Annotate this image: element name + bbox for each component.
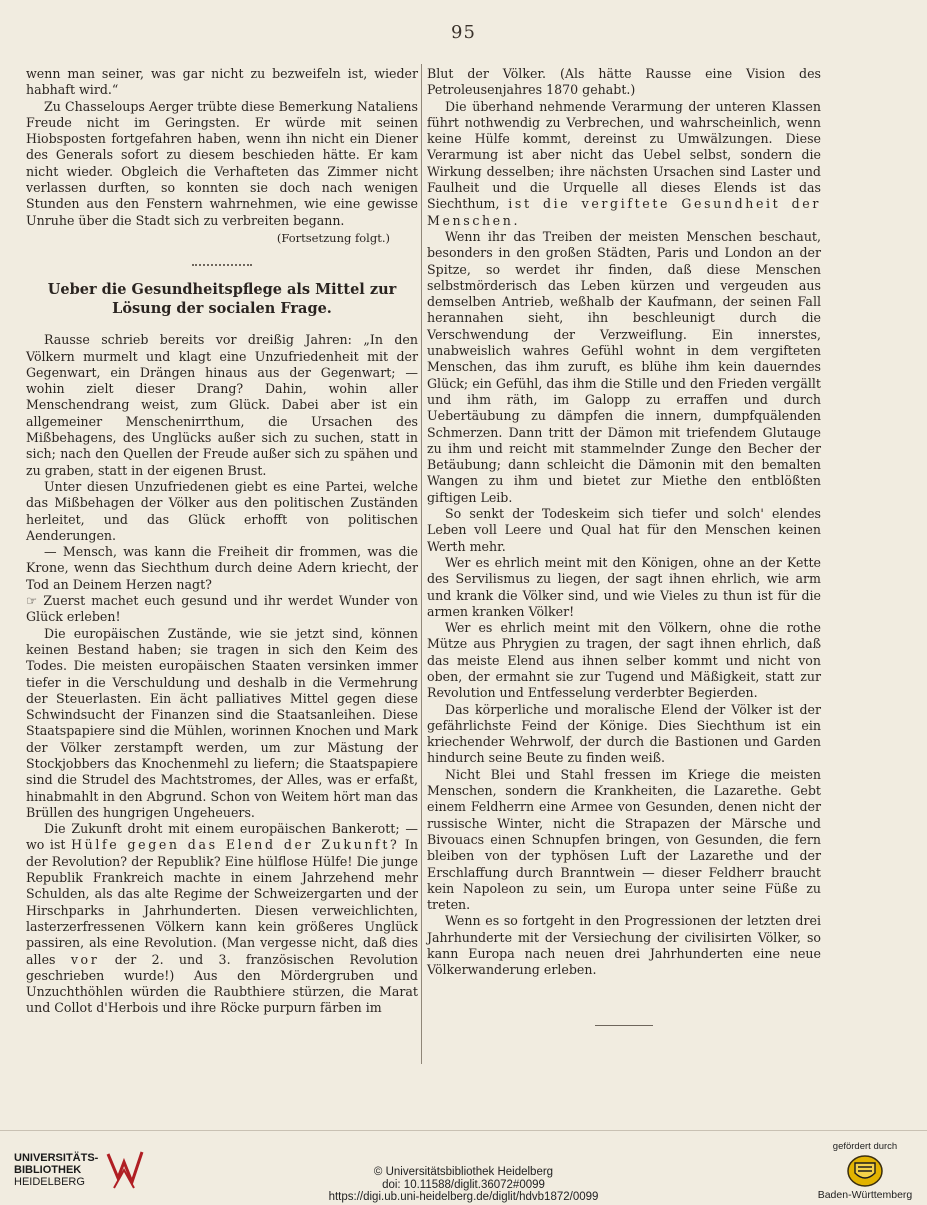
- paragraph: Blut der Völker. (Als hätte Rausse eine Vision des Petroleusenjahres 1870 gehabt.): [427, 66, 821, 98]
- paragraph: Die europäischen Zustände, wie sie jetzt sind, können keinen Bestand haben; sie tragen in sich den Keim des Todes. Die meisten europäischen Staaten versinken immer tiefer in die Verschuldung und deshalb in die Vermehrung der Steuerlasten. Ein ächt palliatives Mittel gegen diese Schwindsucht der Finanzen sind die Staatsanleihen. Diese Staatspapiere sind die Mühlen, worinnen Knochen und Mark der Völker zerstampft werden, um zur Mästung der Stockjobbers das Knochenmehl zu liefern; die Staatspapiere sind die Strudel des Machtstromes, der Alles, was er erfaßt, hinabmahlt in den Abgrund. Schon von Weitem hört man das Brüllen des hungrigen Ungeheuers.: [26, 625, 418, 820]
- paragraph: Rausse schrieb bereits vor dreißig Jahren: „In den Völkern murmelt und klagt eine Unzufriedenheit mit der Gegenwart, ein Drängen hinaus aus der Gegenwart; — wohin zielt dieser Drang? Dahin, wohin aller Menschendrang weist, zum Glück. Dabei aber ist ein allgemeiner Menschenirrthum, die Ursachen des Mißbehagens, des Unglücks außer sich zu suchen, statt in sich; nach den Quellen der Freude außer sich zu spähen und zu graben, statt in der eigenen Brust.: [26, 332, 418, 478]
- article-heading: [26, 280, 418, 318]
- paragraph: Zu Chasseloups Aerger trübte diese Bemerkung Nataliens Freude nicht im Geringsten. Er würde mit seinen Hiobsposten fortgefahren haben, wenn ihn nicht ein Diener des Generals sofort zu diesem beschieden hätte. Er kam nicht wieder. Obgleich die Verhafteten das Zimmer nicht verlassen durften, so konnten sie doch nach wenigen Stunden aus den Fenstern wahrnehmen, wie eine gewisse Unruhe über die Stadt sich zu verbreiten begann.: [26, 98, 418, 228]
- text-run: In der Revolution? der Republik? Eine hülflose Hülfe! Die junge Republik Frankreich machte in einem Jahrzehend mehr Schulden, als das alte Regime der Schweizergarten und der Hirschparks in Jahrhunderten. Diesen verweichlichten, lasterzerfressenen Völkern kann kein größeres Unglück passiren, als eine Revolution. (Man vergesse nicht, daß dies alles: [26, 837, 419, 967]
- spaced-text: Hülfe gegen das Elend der Zukunft?: [71, 837, 400, 853]
- paragraph: Wer es ehrlich meint mit den Königen, ohne an der Kette des Servilismus zu liegen, der sagt ihnen ehrlich, wie arm und krank die Völker sind, und wie Vieles zu thun ist für die armen kranken Völker!: [427, 554, 821, 619]
- doi-text: doi: 10.11588/diglit.36072#0099: [382, 1178, 545, 1191]
- heading-line-1: Ueber die Gesundheitspflege als Mittel zur: [47, 281, 397, 299]
- heading-line-2: Lösung der socialen Frage.: [112, 300, 332, 318]
- paragraph: Wenn es so fortgeht in den Progressionen der letzten drei Jahrhunderte mit der Versiechung der civilisirten Völker, so kann Europa nach neuen drei Jahrhunderten eine neue Völkerwanderung erleben.: [427, 913, 821, 978]
- paragraph: Nicht Blei und Stahl fressen im Kriege die meisten Menschen, sondern die Krankheiten, die Lazarethe. Gebt einem Feldherrn eine Armee von Gesunden, denen nicht der russische Winter, nicht die Strapazen der Märsche und Bivouacs einen Schnupfen bringen, von Gesunden, die fern bleiben von der typhösen Luft der Lazarethe und der Erschlaffung durch Branntwein — dieser Feldherr braucht kein Napoleon zu sein, um Europa unter seine Füße zu treten.: [427, 766, 821, 913]
- page-number: 95: [451, 22, 476, 43]
- continuation-note: (Fortsetzung folgt.): [276, 230, 390, 245]
- spaced-text: vor: [70, 951, 100, 967]
- text-run: Die überhand nehmende Verarmung der unteren Klassen führt nothwendig zu Verbrechen, und wahrscheinlich, wenn keine Hülfe kommt, dereinst zu Umwälzungen. Diese Verarmung ist aber nicht das Uebel selbst, sondern die Wirkung desselben; ihre nächsten Ursachen sind Laster und Faulheit und die Urquelle all dieses Elends ist das Siechthum,: [427, 98, 821, 212]
- paragraph: [26, 821, 418, 1017]
- paragraph: Das körperliche und moralische Elend der Völker ist der gefährlichste Feind der Könige. Dies Siechthum ist ein kriechender Wehrwolf, der durch die Bastionen und Garden hindurch seine Beute zu finden weiß.: [427, 701, 821, 766]
- paragraph: wenn man seiner, was gar nicht zu bezweifeln ist, wieder habhaft wird.“: [26, 66, 418, 98]
- permalink-link[interactable]: https://digi.ub.uni-heidelberg.de/diglit/hdvb1872/0099: [328, 1191, 599, 1203]
- funder-name: Baden-Württemberg: [817, 1189, 913, 1201]
- footer-citation: [0, 1166, 927, 1204]
- paragraph: ☞ Zuerst machet euch gesund und ihr werdet Wunder von Glück erleben!: [26, 593, 418, 625]
- end-rule: [595, 1025, 653, 1026]
- paragraph: Unter diesen Unzufriedenen giebt es eine Partei, welche das Mißbehagen der Völker aus den politischen Zuständen herleitet, und das Glück erhofft von politischen Aenderungen.: [26, 478, 418, 543]
- library-line-2: BIBLIOTHEK: [14, 1164, 82, 1176]
- funded-by-label: gefördert durch: [832, 1141, 898, 1152]
- text-run: Die Zukunft droht mit einem europäischen Bankerott; — wo ist: [26, 821, 418, 853]
- library-line-1: UNIVERSITÄTS-: [14, 1152, 99, 1164]
- right-column: [427, 66, 821, 1026]
- baden-wuerttemberg-seal-icon: [846, 1154, 884, 1188]
- text-run: der 2. und 3. französischen Revolution geschrieben wurde!) Aus den Mördergruben und Unzuchthöhlen würden die Raubthiere stürzen, die Marat und Collot d'Herbois und ihre Röcke purpurn färben im: [26, 951, 419, 1016]
- paragraph: So senkt der Todeskeim sich tiefer und solch' elendes Leben voll Leere und Qual hat für den Menschen keinen Werth mehr.: [427, 506, 821, 554]
- column-divider: [421, 64, 422, 1064]
- paragraph: Wer es ehrlich meint mit den Völkern, ohne die rothe Mütze aus Phrygien zu tragen, der sagt ihnen ehrlich, daß das meiste Elend aus ihnen selber kommt und nicht von oben, der ermahnt sie zur Tugend und Mäßigkeit, statt zur Revolution und Entfesselung verderbter Begierden.: [427, 620, 821, 701]
- spaced-text: ist die vergiftete Gesundheit der Menschen.: [427, 196, 821, 228]
- footer-divider: [0, 1130, 927, 1131]
- paragraph: [427, 99, 821, 229]
- funder-badge[interactable]: [806, 1141, 924, 1201]
- paragraph: Wenn ihr das Treiben der meisten Menschen beschaut, besonders in den großen Städten, Paris und London an der Spitze, so werdet ihr finden, daß diese Menschen selbstmörderisch das Leben kürzen und vergeuden aus demselben Antrieb, weßhalb der Kaufmann, der seinen Fall herannahen sieht, ihn beschleunigt durch die Verschwendung der Verzweiflung. Ein innerstes, unabweislich wahres Gefühl wohnt in dem vergifteten Menschen, das ihm zuruft, es blühe ihm kein dauerndes Glück; ein Gefühl, das ihm die Stille und den Frieden vergällt und ihm räth, im Galopp zu erraffen und durch Uebertäubung zu dämpfen die innern, dumpfquälenden Schmerzen. Dann tritt der Dämon mit triefendem Glutauge zu ihm und reicht mit stammelnder Zunge den Becher der Betäubung; dann schleicht die Dämonin mit den bemalten Wangen zu ihm und bietet zur Miethe den entblößten giftigen Leib.: [427, 228, 821, 505]
- ornament-divider: [192, 258, 252, 266]
- copyright-notice: © Universitätsbibliothek Heidelberg: [373, 1166, 554, 1178]
- paragraph: — Mensch, was kann die Freiheit dir frommen, was die Krone, wenn das Siechthum durch deine Adern kriecht, der Tod an Deinem Herzen nagt?: [26, 544, 418, 592]
- library-line-3: HEIDELBERG: [14, 1176, 85, 1188]
- left-column: [26, 66, 418, 1017]
